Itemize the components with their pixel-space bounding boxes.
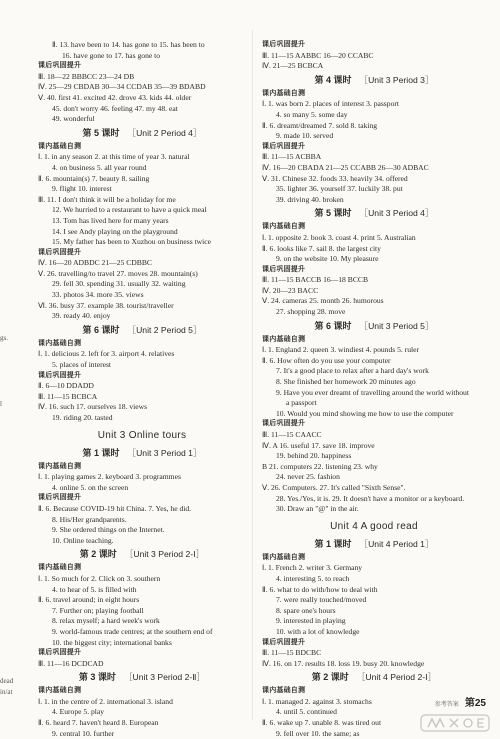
answer-line: Ⅲ. 11—15 BDCBC [262, 648, 322, 658]
section-heading: 课内基础自测 [38, 564, 82, 572]
answer-line: Ⅱ. 6. dreamt/dreamed 7. sold 8. taking [262, 120, 378, 130]
answer-line: 10. Would you mind showing me how to use the computer [276, 408, 454, 418]
answer-line: B 21. computers 22. listening 23. why [262, 461, 378, 471]
answer-line: Ⅳ. 16. on 17. results 18. loss 19. busy 20. knowledge [262, 658, 425, 668]
answer-line: 4. interesting 5. to reach [276, 573, 350, 583]
answer-line: 45. don't worry 46. feeling 47. my 48. eat [52, 103, 178, 113]
answer-line: Ⅴ. 26. Computers. 27. It's called "Sixth Sense". [262, 482, 406, 492]
answer-line: 4. so many 5. some day [276, 109, 348, 119]
lesson-unit-period: ［Unit 3 Period 2-Ⅱ］ [123, 672, 206, 683]
answer-line: 14. I see Andy playing on the playground [52, 226, 178, 236]
answer-line: Ⅱ. 6—10 DDADD [38, 381, 94, 391]
answer-line: Ⅲ. 11—15 BACCB 16—18 BCCB [262, 275, 369, 285]
answer-line: 8. spare one's hours [276, 605, 336, 615]
answer-line: Ⅱ. 6. Because COVID-19 hit China. 7. Yes, he did. [38, 503, 192, 513]
answer-line: 9. world-famous trade centres; at the southern end of [52, 626, 213, 636]
answer-line: Ⅲ. 11—15 AABBC 16—20 CCABC [262, 50, 374, 60]
section-heading: 课内基础自测 [262, 89, 306, 97]
section-heading: 课后巩固提升 [262, 142, 306, 150]
lesson-title [38, 547, 246, 562]
answer-line: Ⅱ. 6. heard 7. haven't heard 8. European [38, 718, 159, 728]
answer-line: a passport [286, 398, 317, 408]
answer-line: 13. Tom has lived here for many years [52, 215, 169, 225]
answer-line: 19. behind 20. happiness [276, 451, 352, 461]
lesson-number: 第 6 课时 [314, 320, 352, 331]
answer-line: 9. made 10. served [276, 131, 334, 141]
unit-title: Unit 4 A good read [330, 520, 418, 532]
lesson-number: 第 5 课时 [314, 208, 352, 219]
lesson-unit-period: ［Unit 4 Period 2-Ⅰ］ [356, 672, 437, 683]
lesson-title [38, 670, 246, 685]
page-number: 第25 [464, 698, 486, 709]
section-heading: 课内基础自测 [38, 687, 82, 695]
lesson-unit-period: ［Unit 2 Period 5］ [127, 324, 202, 335]
answer-line: 8. His/Her grandparents. [52, 514, 127, 524]
lesson-title [262, 73, 486, 88]
lesson-unit-period: ［Unit 3 Period 5］ [359, 320, 434, 331]
section-heading: 课后巩固提升 [262, 265, 306, 273]
answer-line: Ⅲ. 18—22 BBBCC 23—24 DB [38, 71, 135, 81]
margin-note: gs. [0, 334, 8, 342]
answer-line: Ⅴ. 26. travelling/to travel 27. moves 28. mountain(s) [38, 268, 198, 278]
answer-line: Ⅴ. 31. Chinese 32. foods 33. heavily 34. offered [262, 173, 408, 183]
answer-line: 27. shopping 28. move [276, 307, 346, 317]
answer-line: 4. online 5. on the screen [52, 482, 129, 492]
answer-line: 9. central 10. further [52, 728, 115, 738]
page-footer [435, 699, 486, 711]
lesson-title [262, 319, 486, 334]
answer-line: Ⅳ. 25—29 CBDAB 30—34 CCDAB 35—39 BDABD [38, 82, 206, 92]
lesson-title [262, 537, 486, 552]
answer-line: Ⅳ. 20—23 BACC [262, 285, 319, 295]
lesson-number: 第 2 课时 [311, 672, 349, 683]
answer-line: 9. on the website 10. My pleasure [276, 254, 379, 264]
answer-line: 49. wonderful [52, 114, 95, 124]
lesson-title [38, 323, 246, 338]
answer-line: Ⅰ. 1. So much for 2. Click on 3. southern [38, 573, 161, 583]
answer-line: 29. fell 30. spending 31. usually 32. waiting [52, 279, 186, 289]
lesson-number: 第 5 课时 [82, 127, 120, 138]
answer-line: 7. It's a good place to relax after a hard day's work [276, 366, 429, 376]
answer-line: Ⅱ. 6. How often do you use your computer [262, 355, 391, 365]
lesson-title [38, 126, 246, 141]
answer-line: Ⅱ. 6. what to do with/how to deal with [262, 584, 378, 594]
lesson-number: 第 3 课时 [78, 672, 116, 683]
lesson-title [262, 670, 486, 685]
answer-line: Ⅰ. 1. in the centre of 2. international 3. island [38, 696, 173, 706]
lesson-unit-period: ［Unit 4 Period 1］ [359, 538, 434, 549]
lesson-title [262, 206, 486, 221]
section-heading: 课后巩固提升 [262, 638, 306, 646]
lesson-number: 第 6 课时 [82, 324, 120, 335]
watermark-logo-icon [420, 712, 490, 734]
answer-line: 35. lighter 36. yourself 37. luckily 38. put [276, 184, 403, 194]
answer-line: 5. places of interest [52, 360, 112, 370]
section-heading: 课后巩固提升 [38, 62, 82, 70]
section-heading: 课内基础自测 [38, 339, 82, 347]
section-heading: 课后巩固提升 [262, 420, 306, 428]
answer-line: 9. interested in playing [276, 616, 346, 626]
lesson-unit-period: ［Unit 3 Period 1］ [127, 447, 202, 458]
answer-line: Ⅰ. 1. in any season 2. at this time of year 3. natural [38, 152, 190, 162]
section-heading: 课内基础自测 [262, 335, 306, 343]
answer-line: Ⅱ. 6. wake up 7. unable 8. was tired out [262, 718, 382, 728]
section-heading: 课内基础自测 [262, 687, 306, 695]
answer-line: 4. until 5. continued [276, 707, 337, 717]
answer-line: 16. have gone to 17. has gone to [62, 50, 161, 60]
answer-line: Ⅲ. 11—15 ACBBA [262, 152, 322, 162]
section-heading: 课后巩固提升 [38, 371, 82, 379]
answer-line: Ⅳ. 16. such 17. ourselves 18. views [38, 402, 148, 412]
section-heading: 课后巩固提升 [38, 494, 82, 502]
margin-note: in/at [0, 688, 13, 696]
answer-line: Ⅱ. 6. looks like 7. sail 8. the largest city [262, 243, 381, 253]
answer-line: Ⅲ. 11—15 BCBCA [38, 391, 98, 401]
column-divider [252, 30, 253, 720]
answer-line: 39. driving 40. broken [276, 194, 344, 204]
answer-line: 39. ready 40. enjoy [52, 311, 111, 321]
footer-label: 参考答案 [434, 702, 459, 708]
answer-line: Ⅴ. 40. first 41. excited 42. drove 43. kids 44. older [38, 92, 192, 102]
answer-line: 10. the biggest city; international banks [52, 637, 172, 647]
answer-line: Ⅱ. 6. travel around; in eight hours [38, 595, 140, 605]
answer-line: Ⅳ. 16—20 ADBDC 21—25 CDBBC [38, 258, 152, 268]
section-heading: 课后巩固提升 [38, 649, 82, 657]
lesson-unit-period: ［Unit 3 Period 2-Ⅰ］ [124, 549, 205, 560]
section-heading: 课内基础自测 [38, 462, 82, 470]
answer-line: Ⅳ. 21—25 BCBCA [262, 61, 324, 71]
answer-column-right [262, 40, 486, 739]
answer-line: 12. We hurried to a restaurant to have a quick meal [52, 205, 207, 215]
answer-line: Ⅰ. 1. delicious 2. left for 3. airport 4. relatives [38, 349, 175, 359]
answer-line: 10. Online teaching. [52, 535, 114, 545]
answer-line: Ⅳ. A 16. useful 17. save 18. improve [262, 440, 375, 450]
answer-line: 9. She ordered things on the Internet. [52, 525, 165, 535]
lesson-number: 第 1 课时 [314, 538, 352, 549]
answer-line: Ⅵ. 36. busy 37. example 38. tourist/traveller [38, 300, 174, 310]
answer-line: 4. to hear of 5. is filled with [52, 584, 137, 594]
answer-line: 19. riding 20. tasted [52, 413, 113, 422]
answer-line: 15. My father has been to Xuzhou on business twice [52, 237, 212, 247]
section-heading: 课后巩固提升 [262, 41, 306, 48]
answer-line: Ⅰ. 1. was born 2. places of interest 3. passport [262, 99, 399, 109]
lesson-unit-period: ［Unit 3 Period 3］ [359, 74, 434, 85]
answer-line: 4. on business 5. all year round [52, 162, 147, 172]
answer-line: Ⅲ. 11—16 DCDCAD [38, 658, 104, 668]
answer-line: 9. flight 10. interest [52, 184, 112, 194]
answer-line: 28. Yes./Yes, it is. 29. It doesn't have a monitor or a keyboard. [276, 493, 465, 503]
answer-line: 9. fell over 10. the same; as [276, 728, 360, 738]
answer-line: Ⅲ. 11—15 CAACC [262, 430, 322, 439]
answer-line: Ⅰ. 1. managed 2. against 3. stomachs [262, 696, 372, 706]
answer-line: 4. Europe 5. play [52, 707, 105, 717]
answer-line: Ⅰ. 1. French 2. writer 3. Germany [262, 563, 363, 573]
answer-line: Ⅱ. 13. have been to 14. has gone to 15. has been to [52, 40, 205, 49]
margin-note: l [0, 400, 2, 408]
answer-line: 33. photos 34. more 35. views [52, 290, 144, 300]
answer-column-left [38, 40, 246, 739]
unit-title: Unit 3 Online tours [97, 429, 187, 441]
section-heading: 课后巩固提升 [38, 248, 82, 256]
answer-line: 7. Further on; playing football [52, 605, 144, 615]
answer-line: 10. with a lot of knowledge [276, 626, 360, 636]
section-heading: 课内基础自测 [262, 223, 306, 231]
answer-line: Ⅰ. 1. opposite 2. book 3. coast 4. print 5. Australian [262, 232, 416, 242]
margin-note: dead [0, 677, 14, 685]
answer-line: Ⅰ. 1. playing games 2. keyboard 3. programmes [38, 472, 181, 482]
answer-line: 7. were really touched/moved [276, 595, 367, 605]
answer-line: Ⅳ. 16—20 CBADA 21—25 CCABB 26—30 ADBAC [262, 162, 429, 172]
answer-line: 9. Have you ever dreamt of travelling around the world without [276, 387, 469, 397]
lesson-number: 第 4 课时 [314, 74, 352, 85]
lesson-unit-period: ［Unit 3 Period 4］ [359, 208, 434, 219]
answer-line: Ⅱ. 6. mountain(s) 7. beauty 8. sailing [38, 173, 150, 183]
lesson-number: 第 1 课时 [82, 447, 120, 458]
answer-line: 30. Draw an "@" in the air. [276, 504, 359, 514]
lesson-unit-period: ［Unit 2 Period 4］ [127, 127, 202, 138]
lesson-title [38, 446, 246, 461]
answer-line: 8. relax myself; a hard week's work [52, 616, 160, 626]
section-heading: 课内基础自测 [262, 553, 306, 561]
answer-line: Ⅲ. 11. I don't think it will be a holiday for me [38, 194, 176, 204]
answer-line: 24. never 25. fashion [276, 472, 340, 482]
answer-line: 8. She finished her homework 20 minutes ago [276, 377, 416, 387]
answer-line: Ⅰ. 1. England 2. queen 3. windiest 4. pounds 5. ruler [262, 345, 420, 355]
lesson-number: 第 2 课时 [79, 549, 117, 560]
section-heading: 课内基础自测 [38, 142, 82, 150]
answer-line: Ⅴ. 24. cameras 25. month 26. humorous [262, 296, 384, 306]
